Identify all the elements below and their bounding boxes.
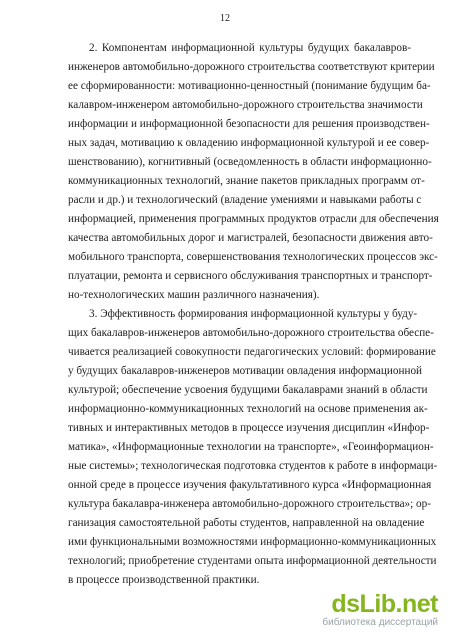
- paragraph-2-line: ных задач, мотивацию к овладению информационной культурой и ее совер-: [68, 137, 430, 149]
- paragraph-2-line: шенствованию), когнитивный (осведомленность в области информационно-: [68, 156, 432, 168]
- dslib-logo-main: dsLib: [331, 590, 396, 618]
- dslib-logo: [331, 591, 438, 617]
- paragraph-2-line: но-технологических машин различного назначения).: [68, 289, 320, 301]
- dslib-subtitle: библиотека диссертаций: [322, 617, 438, 628]
- dslib-logo-dot: .: [395, 590, 402, 618]
- paragraph-3-line: 3. Эффективность формирования информационной культуры у буду-: [89, 308, 418, 320]
- paragraph-3-line: ные системы»; технологическая подготовка студентов к работе в информаци-: [68, 460, 438, 472]
- dslib-logo-tld: net: [402, 590, 438, 618]
- paragraph-3-line: культура бакалавра-инженера автомобильно-дорожного строительства»; ор-: [68, 498, 431, 510]
- paragraph-3-line: чивается реализацией совокупности педагогических условий: формирование: [68, 346, 436, 358]
- paragraph-3-line: в процессе производственной практики.: [68, 574, 260, 586]
- paragraph-2-line: коммуникационных технологий, знание пакетов прикладных программ от-: [68, 175, 425, 187]
- paragraph-2-line: калавром-инженером автомобильно-дорожного строительства значимости: [68, 99, 423, 111]
- paragraph-3-line: матика», «Информационные технологии на транспорте», «Геоинформацион-: [68, 441, 434, 453]
- page-number: 12: [220, 13, 230, 24]
- paragraph-2-line: 2. Компонентам информационной культуры будущих бакалавров-: [89, 42, 411, 54]
- paragraph-2-line: информацией, применения программных продуктов отрасли для обеспечения: [68, 213, 439, 225]
- paragraph-2-line: мобильного транспорта, совершенствования технологических процессов экс-: [68, 251, 438, 263]
- paragraph-3-line: технологий; приобретение студентами опыта информационной деятельности: [68, 555, 437, 567]
- paragraph-3-line: ганизация самостоятельной работы студентов, направленной на овладение: [68, 517, 425, 529]
- dslib-watermark: [308, 591, 438, 631]
- paragraph-2-line: ее сформированности: мотивационно-ценностный (понимание будущим ба-: [68, 80, 431, 92]
- paragraph-3-line: тивных и интерактивных методов в процессе изучения дисциплин «Инфор-: [68, 422, 430, 434]
- paragraph-3-line: у будущих бакалавров-инженеров мотивации овладения информационной: [68, 365, 423, 377]
- paragraph-2-line: расли и др.) и технологический (владение умениями и навыками работы с: [68, 194, 422, 206]
- paragraph-3-line: ими функциональными возможностями информационно-коммуникационных: [68, 536, 437, 548]
- paragraph-3-line: культурой; обеспечение усвоения будущими бакалаврами знаний в области: [68, 384, 428, 396]
- paragraph-2-line: информации и информационной безопасности для решения производствен-: [68, 118, 430, 130]
- paragraph-3-line: информационно-коммуникационных технологий на основе применения ак-: [68, 403, 428, 415]
- paragraph-2-line: инженеров автомобильно-дорожного строительства соответствуют критерии: [68, 61, 435, 73]
- paragraph-3-line: онной среде в процессе изучения факультативного курса «Информационная: [68, 479, 432, 491]
- paragraph-2-line: качества автомобильных дорог и магистралей, безопасности движения авто-: [68, 232, 433, 244]
- document-body: [68, 39, 439, 590]
- paragraph-2-line: плуатации, ремонта и сервисного обслуживания транспортных и транспорт-: [68, 270, 433, 282]
- paragraph-3-line: щих бакалавров-инженеров автомобильно-дорожного строительства обеспе-: [68, 327, 434, 339]
